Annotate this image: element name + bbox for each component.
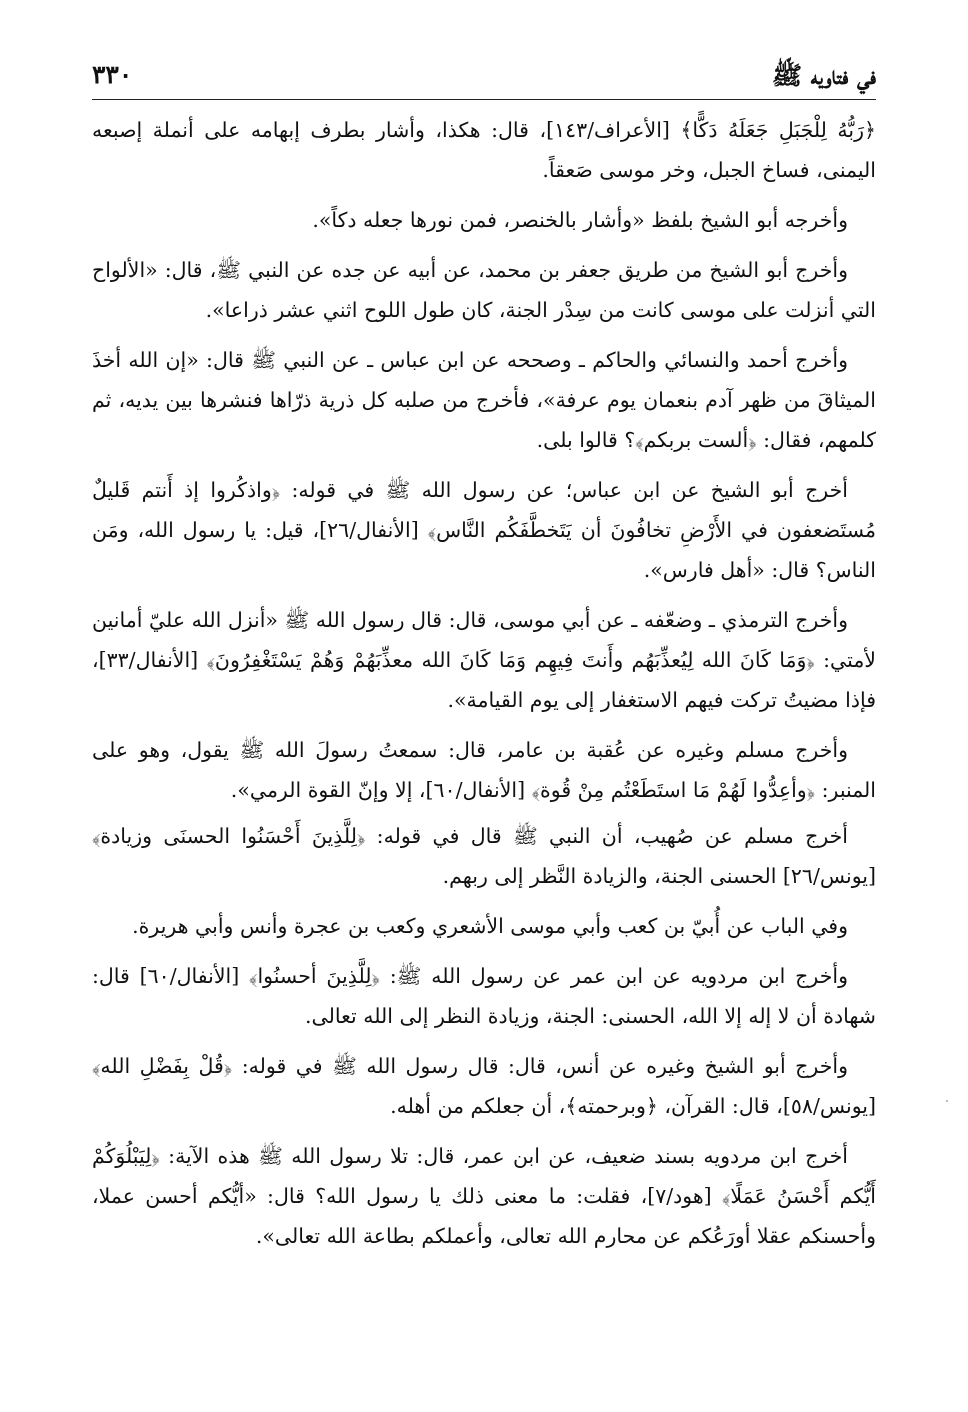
paragraph-7: وأخرج مسلم وغيره عن عُقبة بن عامر، قال: سمعتُ رسولَ الله ﷺ يقول، وهو على المنبر: ﴿وأعِدُّوا لَهُمْ مَا استَطَعْتُم مِنْ قُوة﴾ [الأنفال/٦٠]، إلا وإنّ القوة الرمي».	[92, 738, 876, 802]
paragraph-4: وأخرج أحمد والنسائي والحاكم ـ وصححه عن ابن عباس ـ عن النبي ﷺ قال: «إن الله أخذَ الميثاقَ من ظهر آدم بنعمان يوم عرفة»، فأخرج من صلبه كل ذرية ذرّاها فنشرها بين يديه، ثم كلمهم، فقال: ﴿ألست بربكم﴾؟ قالوا بلى.	[92, 348, 876, 452]
paragraph-12: أخرج ابن مردويه بسند ضعيف، عن ابن عمر، قال: تلا رسول الله ﷺ هذه الآية: ﴿لِيَبْلُوَكُمْ أَيُّكم أَحْسَنُ عَمَلًا﴾ [هود/٧]، فقلت: ما معنى ذلك يا رسول الله؟ قال: «أيُّكم أحسن عملا، وأحسنكم عقلا أورَعُكم عن محارم الله تعالى، وأعملكم بطاعة الله تعالى».	[92, 1144, 876, 1248]
paragraph-11: وأخرج أبو الشيخ وغيره عن أنس، قال: قال رسول الله ﷺ في قوله: ﴿قُلْ بِفَضْلِ الله﴾ [يونس/٥٨]، قال: القرآن، ﴿وبرحمته﴾، أن جعلكم من أهله.	[92, 1054, 876, 1118]
paragraph-2: وأخرجه أبو الشيخ بلفظ «وأشار بالخنصر، فمن نورها جعله دكاً».	[312, 208, 848, 232]
paragraph-3: وأخرج أبو الشيخ من طريق جعفر بن محمد، عن أبيه عن جده عن النبي ﷺ، قال: «الألواح التي أنزلت على موسى كانت من سِدْر الجنة، كان طول اللوح اثني عشر ذراعا».	[92, 258, 876, 322]
page-header	[92, 52, 876, 100]
paragraph-10: وأخرج ابن مردويه عن ابن عمر عن رسول الله ﷺ: ﴿لِلَّذِينَ أحسنُوا﴾ [الأنفال/٦٠] قال: شهادة أن لا إله إلا الله، الحسنى: الجنة، وزيادة النظر إلى الله تعالى.	[92, 964, 876, 1028]
paragraph-8: أخرج مسلم عن صُهيب، أن النبي ﷺ قال في قوله: ﴿لِلَّذِينَ أَحْسَنُوا الحسنَى وزيادة﴾ [يونس/٢٦] الحسنى الجنة، والزيادة النَّظر إلى ربهم.	[92, 824, 876, 888]
paragraph-9: وفي الباب عن أُبيّ بن كعب وأبي موسى الأشعري وكعب بن عجرة وأنس وأبي هريرة.	[132, 914, 848, 938]
paragraph-1: ﴿رَبُّهُ لِلْجَبَلِ جَعَلَهُ دَكًّا﴾ [الأعراف/١٤٣]، قال: هكذا، وأشار بطرف إبهامه على أنملة إصبعه اليمنى، فساخ الجبل، وخر موسى صَعقاً.	[92, 118, 876, 182]
page-number: ٣٣٠	[92, 60, 133, 89]
paragraph-6: وأخرج الترمذي ـ وضعّفه ـ عن أبي موسى، قال: قال رسول الله ﷺ «أنزل الله عليّ أمانين لأمتي: ﴿وَمَا كَانَ الله لِيُعذِّبَهُم وأَنتَ فِيهِم وَمَا كَانَ الله معذِّبَهُمْ وَهُمْ يَسْتَغْفِرُونَ﴾ [الأنفال/٣٣]، فإذا مضيتُ تركت فيهم الاستغفار إلى يوم القيامة».	[92, 608, 876, 712]
running-title: في فتاويه ﷺ	[771, 61, 876, 90]
margin-speck	[946, 1100, 948, 1102]
paragraph-5: أخرج أبو الشيخ عن ابن عباس؛ عن رسول الله ﷺ في قوله: ﴿واذكُروا إذ أَنتم قَليلٌ مُستَضعفون في الأَرْضِ تخافُونَ أن يَتَخطَّفَكُم النَّاس﴾ [الأنفال/٢٦]، قيل: يا رسول الله، ومَن الناس؟ قال: «أهل فارس».	[92, 478, 876, 582]
header-rule	[92, 99, 876, 100]
page-body	[92, 110, 876, 1266]
